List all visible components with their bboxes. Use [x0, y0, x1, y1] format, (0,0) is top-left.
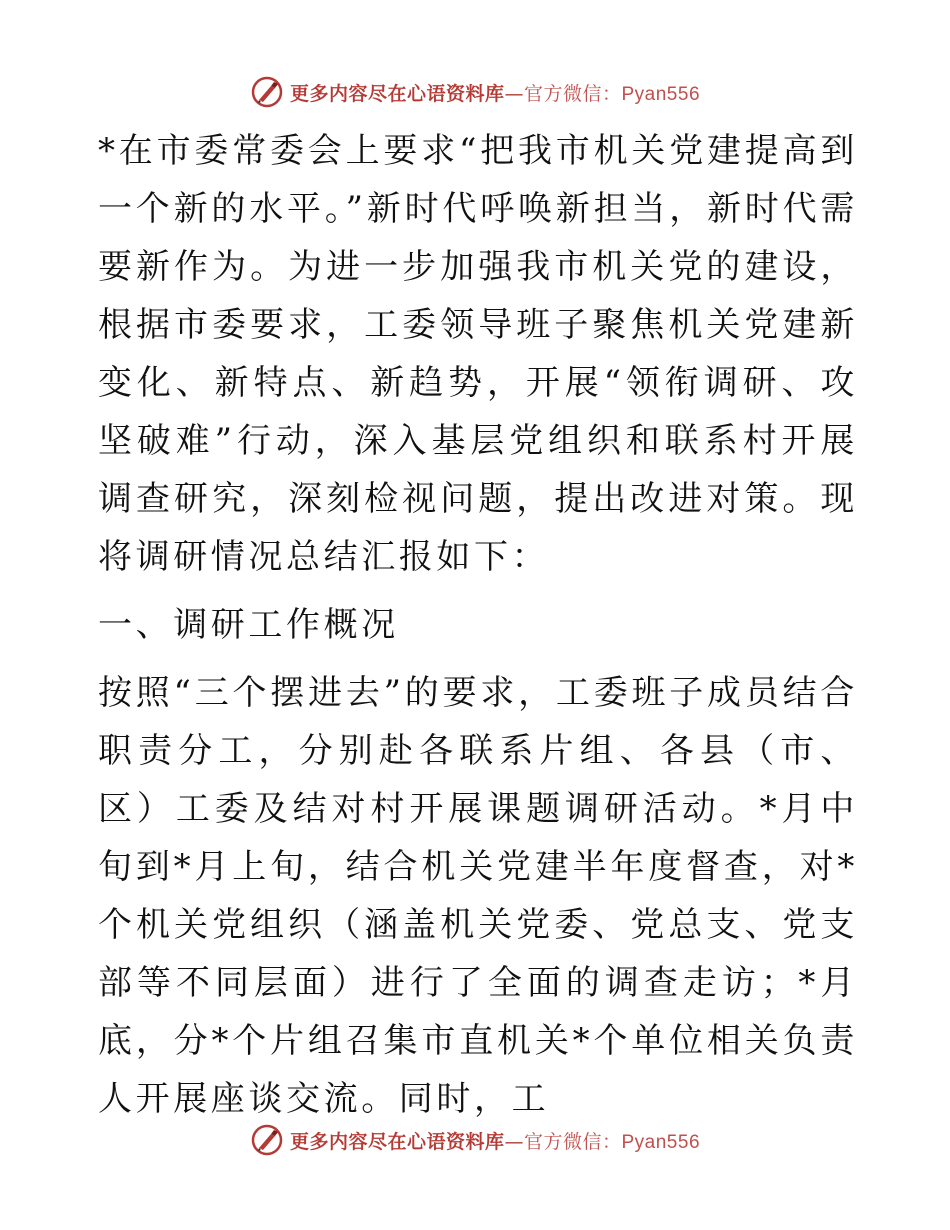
banner-separator: —: [504, 82, 524, 105]
section-heading-1: 一、调研工作概况: [98, 605, 399, 645]
header-banner: [0, 70, 950, 114]
banner-wechat-label: 官方微信：: [523, 1130, 622, 1153]
body-paragraph-1: *在市委常委会上要求“把我市机关党建提高到一个新的水平。”新时代呼唤新担当，新时代需要新作为。为进一步加强我市机关党的建设，根据市委要求，工委领导班子聚焦机关党建新变化、新特点、新趋势，开展“领衔调研、攻坚破难”行动，深入基层党组织和联系村开展调查研究，深刻检视问题，提出改进对策。现将调研情况总结汇报如下：: [98, 131, 858, 577]
banner-brand: 更多内容尽在心语资料库: [289, 82, 505, 105]
banner-text: [290, 1127, 700, 1154]
banner-wechat-id: Pyan556: [621, 83, 701, 105]
paragraph-spacer: [98, 586, 858, 596]
banner-brand: 更多内容尽在心语资料库: [289, 1130, 505, 1153]
banner-separator: —: [504, 1130, 524, 1153]
document-body: [98, 122, 858, 1128]
body-paragraph-2: 按照“三个摆进去”的要求，工委班子成员结合职责分工，分别赴各联系片组、各县（市、区）工委及结对村开展课题调研活动。*月中旬到*月上旬，结合机关党建半年度督查，对*个机关党组织（涵盖机关党委、党总支、党支部等不同层面）进行了全面的调查走访；*月底，分*个片组召集市直机关*个单位相关负责人开展座谈交流。同时，工: [98, 673, 858, 1119]
banner-wechat-id: Pyan556: [621, 1131, 701, 1153]
banner-wechat-label: 官方微信：: [523, 82, 622, 105]
banner-text: [290, 79, 700, 106]
pen-logo-icon: [250, 1123, 284, 1157]
pen-logo-icon: [250, 75, 284, 109]
footer-banner: [0, 1118, 950, 1162]
paragraph-spacer: [98, 654, 858, 664]
